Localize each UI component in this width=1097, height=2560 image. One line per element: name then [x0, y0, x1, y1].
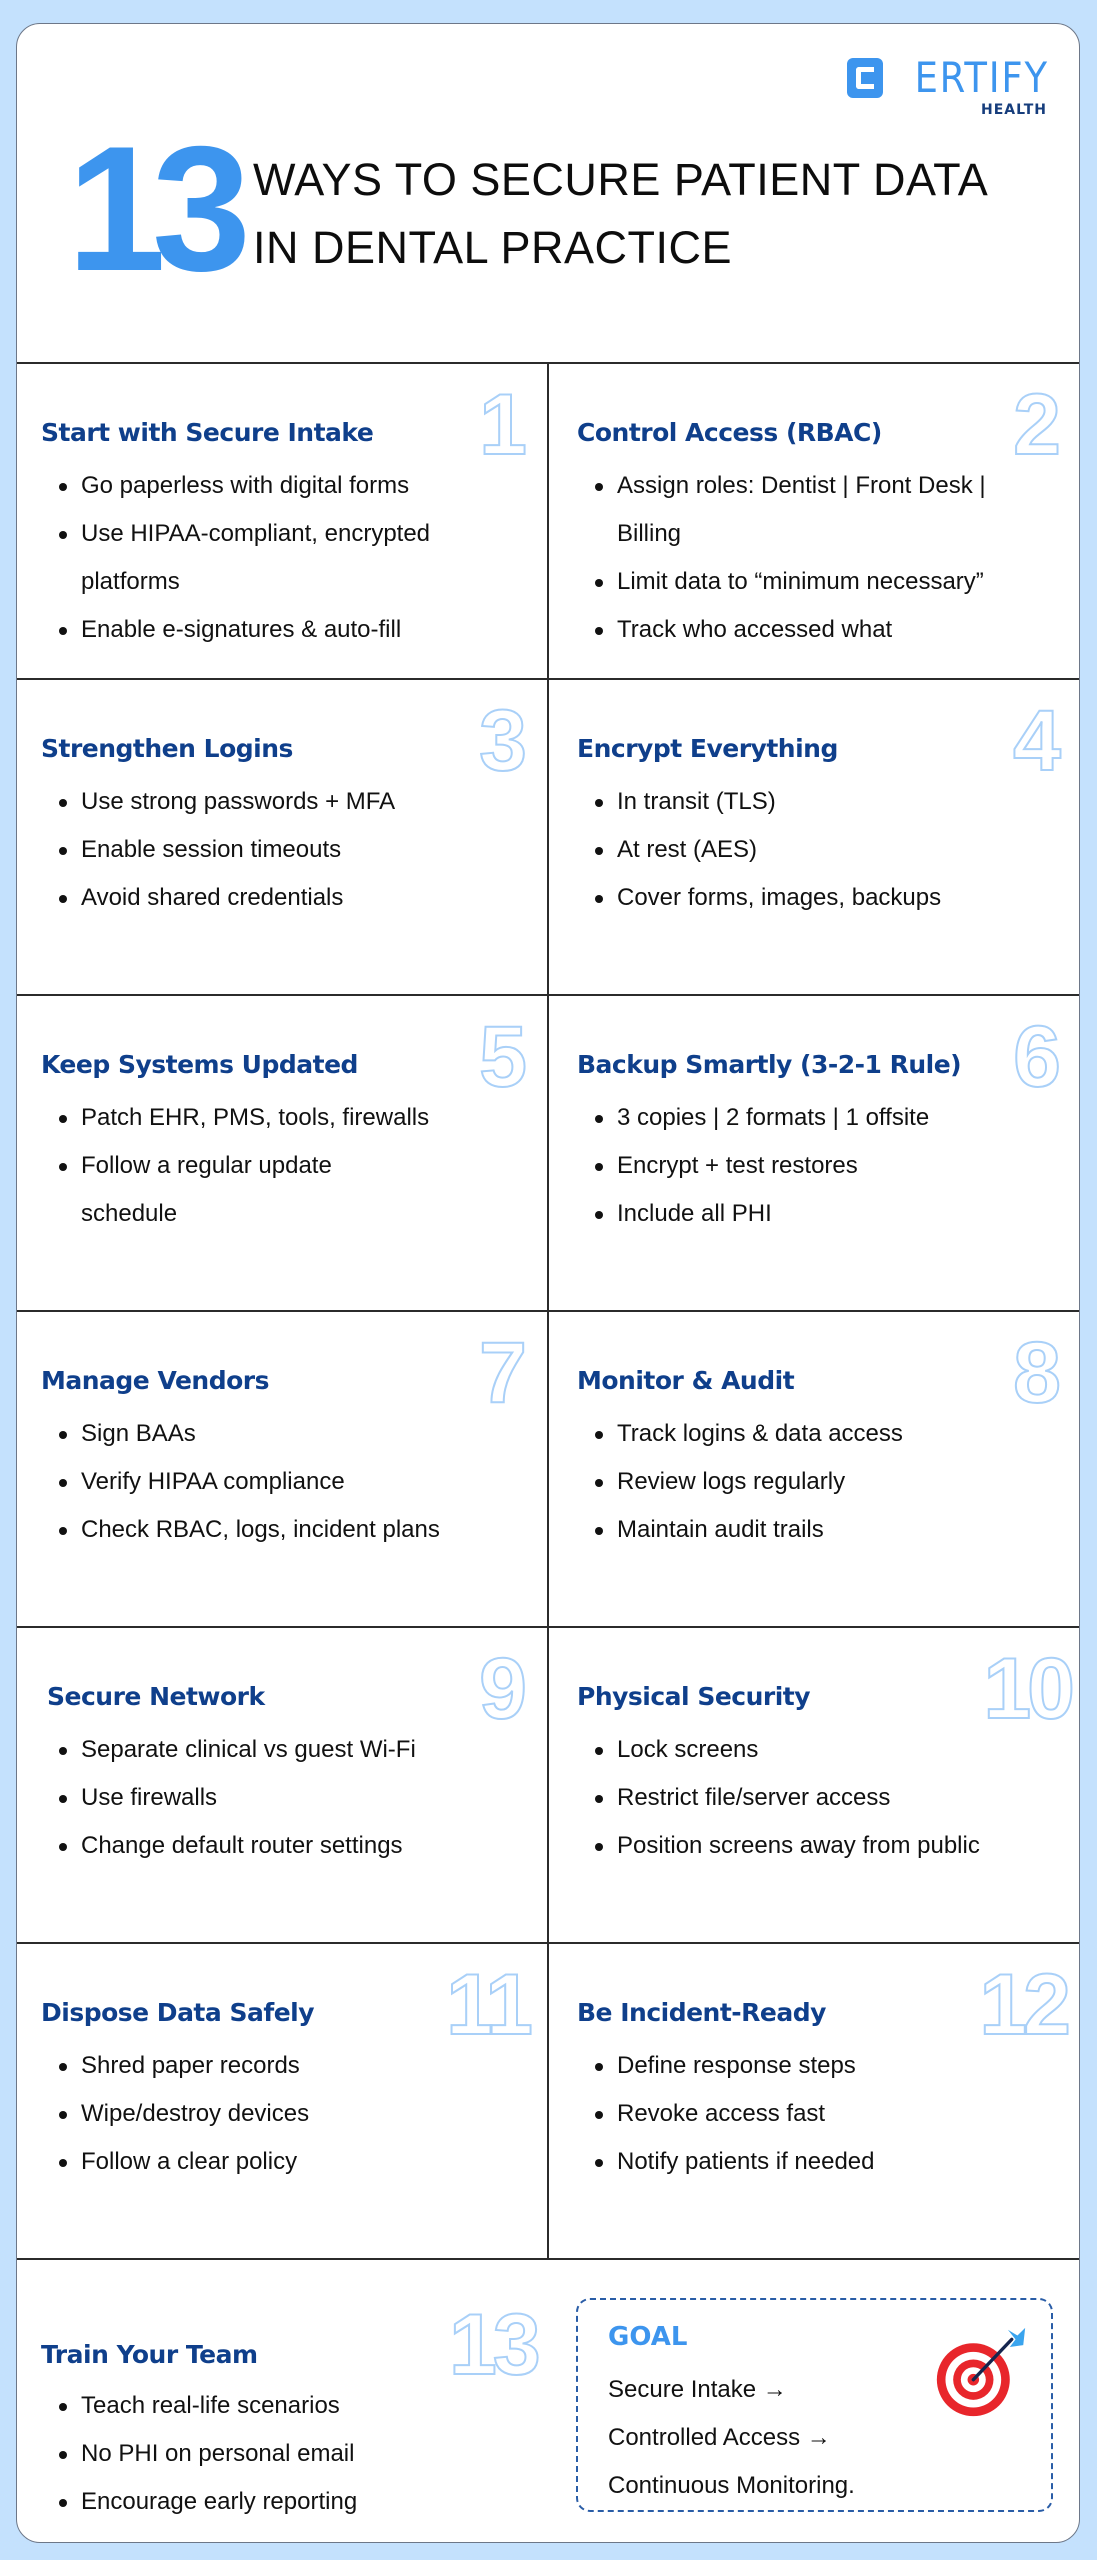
logo-subtitle: HEALTH — [981, 102, 1047, 118]
tip-bullets — [57, 1094, 533, 1238]
tip-number-3: 3 — [479, 693, 523, 789]
list-item: Shred paper records — [57, 2042, 533, 2090]
list-item: Use firewalls — [57, 1774, 533, 1822]
tip-number-11: 11 — [446, 1957, 529, 2053]
tip-bullets — [57, 1410, 533, 1554]
tip-title: Secure Network — [47, 1682, 265, 1711]
tip-bullets — [593, 1726, 1067, 1870]
list-item: Teach real-life scenarios — [57, 2382, 543, 2430]
header-number: 13 — [67, 109, 237, 308]
tip-title: Control Access (RBAC) — [577, 418, 882, 447]
list-item: Separate clinical vs guest Wi-Fi — [57, 1726, 533, 1774]
list-item: Revoke access fast — [593, 2090, 1067, 2138]
list-item: Check RBAC, logs, incident plans — [57, 1506, 533, 1554]
final-row — [17, 2258, 1080, 2538]
tip-card-10 — [549, 1628, 1080, 1942]
tips-row — [17, 1626, 1080, 1942]
list-item: 3 copies | 2 formats | 1 offsite — [593, 1094, 1067, 1142]
tip-title: Physical Security — [577, 1682, 811, 1711]
tip-card-7 — [17, 1312, 549, 1626]
list-item: Follow a clear policy — [57, 2138, 533, 2186]
tip-card-9 — [17, 1628, 549, 1942]
logo-wordmark: ERTIFY — [914, 53, 1049, 102]
list-item: Patch EHR, PMS, tools, firewalls — [57, 1094, 533, 1142]
goal-label: GOAL — [608, 2322, 688, 2352]
goal-line: Continuous Monitoring. — [608, 2472, 855, 2499]
tip-bullets — [57, 2382, 543, 2526]
list-item: Wipe/destroy devices — [57, 2090, 533, 2138]
tip-title: Manage Vendors — [41, 1366, 269, 1395]
tip-bullets — [57, 2042, 533, 2186]
certify-health-logo — [847, 53, 1049, 118]
list-item: Use HIPAA-compliant, encrypted platforms — [57, 510, 533, 606]
tip-number-9: 9 — [479, 1641, 523, 1737]
list-item: Limit data to “minimum necessary” — [593, 558, 1067, 606]
tip-bullets — [593, 2042, 1067, 2186]
list-item: At rest (AES) — [593, 826, 1067, 874]
tip-number-1: 1 — [479, 377, 523, 473]
tip-number-5: 5 — [479, 1009, 523, 1105]
list-item: Follow a regular update schedule — [57, 1142, 533, 1238]
list-item: Track logins & data access — [593, 1410, 1067, 1458]
tips-row — [17, 1942, 1080, 2258]
tip-number-12: 12 — [979, 1957, 1067, 2053]
tip-title: Encrypt Everything — [577, 734, 838, 763]
tip-bullets — [57, 462, 533, 654]
tip-bullets — [57, 778, 533, 922]
list-item: Assign roles: Dentist | Front Desk | Billing — [593, 462, 1067, 558]
logo-c-icon — [847, 58, 883, 98]
tip-card-5 — [17, 996, 549, 1310]
tip-card-11 — [17, 1944, 549, 2258]
tip-card-8 — [549, 1312, 1080, 1626]
list-item: No PHI on personal email — [57, 2430, 543, 2478]
list-item: Sign BAAs — [57, 1410, 533, 1458]
tip-card-1 — [17, 364, 549, 678]
tip-number-4: 4 — [1013, 693, 1057, 789]
list-item: Position screens away from public — [593, 1822, 1067, 1870]
infographic-card — [16, 23, 1080, 2543]
tip-title: Train Your Team — [41, 2340, 258, 2369]
tip-card-13 — [17, 2260, 557, 2538]
list-item: Restrict file/server access — [593, 1774, 1067, 1822]
list-item: Verify HIPAA compliance — [57, 1458, 533, 1506]
tip-number-6: 6 — [1013, 1009, 1057, 1105]
title-line-2: IN DENTAL PRACTICE — [253, 222, 733, 273]
list-item: Enable e-signatures & auto-fill — [57, 606, 533, 654]
list-item: Change default router settings — [57, 1822, 533, 1870]
tip-title: Keep Systems Updated — [41, 1050, 358, 1079]
goal-box — [576, 2298, 1053, 2512]
title-line-1: WAYS TO SECURE PATIENT DATA — [253, 154, 989, 205]
tip-card-12 — [549, 1944, 1080, 2258]
list-item: Include all PHI — [593, 1190, 1067, 1238]
list-item: Use strong passwords + MFA — [57, 778, 533, 826]
list-item: Avoid shared credentials — [57, 874, 533, 922]
page-title — [253, 146, 988, 282]
tip-bullets — [57, 1726, 533, 1870]
tip-card-6 — [549, 996, 1080, 1310]
tip-bullets — [593, 1094, 1067, 1238]
list-item: Review logs regularly — [593, 1458, 1067, 1506]
target-icon — [933, 2324, 1029, 2420]
tip-title: Monitor & Audit — [577, 1366, 795, 1395]
list-item: Lock screens — [593, 1726, 1067, 1774]
list-item: Encrypt + test restores — [593, 1142, 1067, 1190]
list-item: In transit (TLS) — [593, 778, 1067, 826]
list-item: Track who accessed what — [593, 606, 1067, 654]
list-item: Enable session timeouts — [57, 826, 533, 874]
tip-title: Backup Smartly (3-2-1 Rule) — [577, 1050, 962, 1079]
tip-title: Dispose Data Safely — [41, 1998, 315, 2027]
tip-title: Start with Secure Intake — [41, 418, 374, 447]
tip-card-2 — [549, 364, 1080, 678]
tips-row — [17, 1310, 1080, 1626]
list-item: Maintain audit trails — [593, 1506, 1067, 1554]
tip-title: Strengthen Logins — [41, 734, 293, 763]
tips-row — [17, 994, 1080, 1310]
tip-card-3 — [17, 680, 549, 994]
goal-line: Secure Intake → — [608, 2376, 787, 2403]
tips-row — [17, 678, 1080, 994]
goal-line: Controlled Access → — [608, 2424, 831, 2451]
tip-number-2: 2 — [1013, 377, 1057, 473]
tip-title: Be Incident-Ready — [577, 1998, 826, 2027]
tips-grid — [17, 362, 1080, 2538]
list-item: Go paperless with digital forms — [57, 462, 533, 510]
tip-number-8: 8 — [1013, 1325, 1057, 1421]
list-item: Encourage early reporting — [57, 2478, 543, 2526]
tip-card-4 — [549, 680, 1080, 994]
tip-bullets — [593, 462, 1067, 654]
tip-number-7: 7 — [479, 1325, 523, 1421]
list-item: Notify patients if needed — [593, 2138, 1067, 2186]
tip-number-13: 13 — [449, 2297, 537, 2393]
tip-bullets — [593, 778, 1067, 922]
tip-bullets — [593, 1410, 1067, 1554]
tip-number-10: 10 — [983, 1641, 1071, 1737]
tips-row — [17, 362, 1080, 678]
goal-lines — [608, 2366, 855, 2510]
list-item: Cover forms, images, backups — [593, 874, 1067, 922]
list-item: Define response steps — [593, 2042, 1067, 2090]
